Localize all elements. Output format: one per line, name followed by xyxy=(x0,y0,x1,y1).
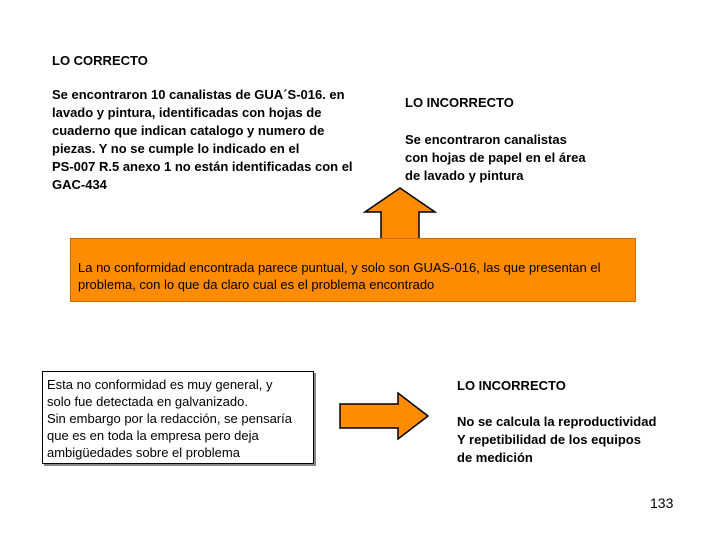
finding-box xyxy=(70,238,636,302)
incorrecto-top-body: Se encontraron canalistas con hojas de papel en el área de lavado y pintura xyxy=(405,132,586,183)
finding-text: La no conformidad encontrada parece puntual, y solo son GUAS-016, las que presentan el problema, con lo que da claro cual es el problema encontrado xyxy=(78,260,601,292)
note-box xyxy=(42,371,314,464)
page-number: 133 xyxy=(650,495,674,511)
up-arrow-icon xyxy=(362,186,438,244)
right-arrow-icon xyxy=(338,391,430,441)
incorrecto-top-heading: LO INCORRECTO xyxy=(405,95,514,110)
incorrecto-bottom-body: No se calcula la reproductividad Y repetibilidad de los equipos de medición xyxy=(457,414,657,465)
incorrecto-bottom-heading: LO INCORRECTO xyxy=(457,378,566,393)
correcto-heading: LO CORRECTO xyxy=(52,53,148,68)
correcto-body: Se encontraron 10 canalistas de GUA´S-016. en lavado y pintura, identificadas con hojas de cuaderno que indican catalogo y numero de piezas. Y no se cumple lo indicado en el PS-007 R.5 anexo 1 no están identificadas con el GAC-434 xyxy=(52,87,353,192)
note-text: Esta no conformidad es muy general, y solo fue detectada en galvanizado. Sin embargo por la redacción, se pensaría que es en toda la empresa pero deja ambigüedades sobre el problema xyxy=(47,377,292,460)
